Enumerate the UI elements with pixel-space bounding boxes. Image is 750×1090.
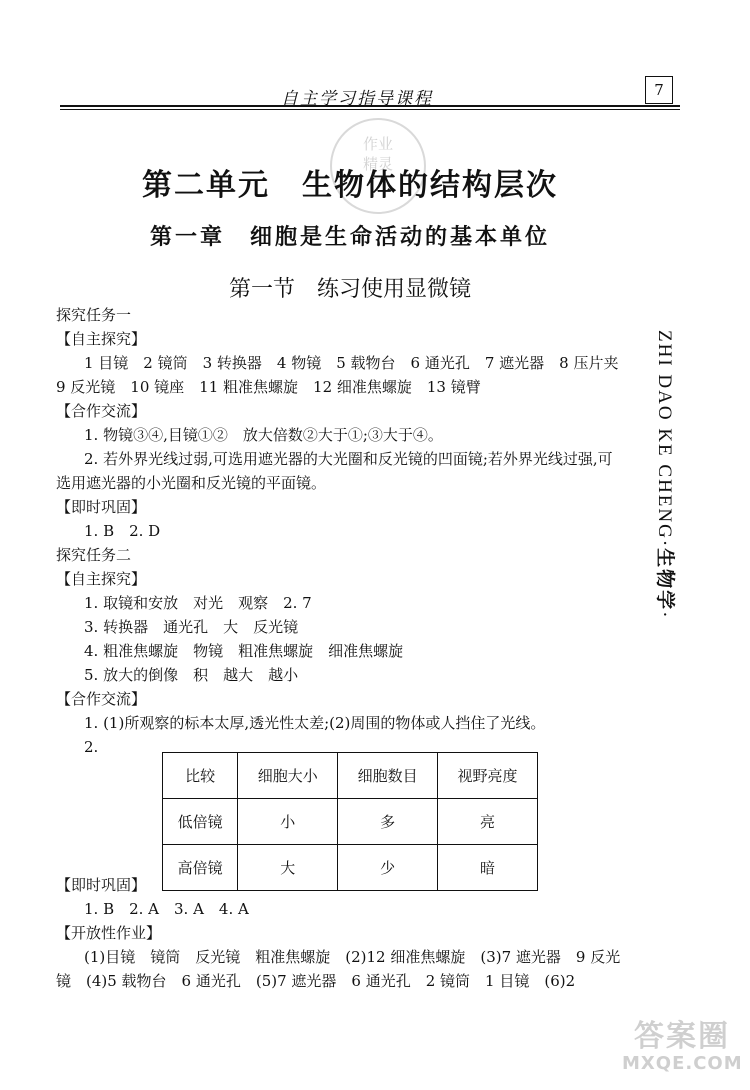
t1-self-heading: 【自主探究】 bbox=[56, 330, 147, 348]
open-hw-line2: 镜 (4)5 载物台 6 通光孔 (5)7 遮光器 6 通光孔 2 镜筒 1 目镜 (6)2 bbox=[56, 972, 576, 990]
table-row bbox=[163, 845, 538, 891]
table-header-cell: 比较 bbox=[163, 753, 238, 799]
t1-coop-line2: 2. 若外界光线过弱,可选用遮光器的大光圈和反光镜的凹面镜;若外界光线过强,可 bbox=[84, 450, 613, 468]
header-rule bbox=[60, 105, 680, 107]
t2-self-heading: 【自主探究】 bbox=[56, 570, 147, 588]
t1-cons-answers: 1. B 2. D bbox=[84, 522, 161, 540]
t2-self-line2: 3. 转换器 通光孔 大 反光镜 bbox=[84, 618, 299, 636]
open-hw-line1: (1)目镜 镜筒 反光镜 粗准焦螺旋 (2)12 细准焦螺旋 (3)7 遮光器 9 反光 bbox=[84, 948, 621, 966]
t2-coop-line1: 1. (1)所观察的标本太厚,透光性太差;(2)周围的物体或人挡住了光线。 bbox=[84, 714, 546, 732]
table-header-row bbox=[163, 753, 538, 799]
header-title: 自主学习指导课程 bbox=[281, 89, 433, 109]
table-cell: 多 bbox=[338, 799, 438, 845]
table-cell: 少 bbox=[338, 845, 438, 891]
table-header-cell: 细胞数目 bbox=[338, 753, 438, 799]
t1-self-line1: 1 目镜 2 镜筒 3 转换器 4 物镜 5 载物台 6 通光孔 7 遮光器 8 压片夹 bbox=[84, 354, 619, 372]
t2-cons-answers: 1. B 2. A 3. A 4. A bbox=[84, 900, 249, 918]
t1-self-line2: 9 反光镜 10 镜座 11 粗准焦螺旋 12 细准焦螺旋 13 镜臂 bbox=[56, 378, 481, 396]
watermark-line1: 答案圈 bbox=[634, 1019, 730, 1054]
t2-self-line3: 4. 粗准焦螺旋 物镜 粗准焦螺旋 细准焦螺旋 bbox=[84, 642, 404, 660]
t1-cons-heading: 【即时巩固】 bbox=[56, 498, 147, 516]
t1-coop-line1: 1. 物镜③④,目镜①② 放大倍数②大于①;③大于④。 bbox=[84, 426, 443, 444]
side-text-subject: 生物学 bbox=[654, 548, 675, 612]
watermark-line2: MXQE.COM bbox=[622, 1053, 743, 1074]
unit-title: 第二单元 生物体的结构层次 bbox=[142, 168, 558, 203]
site-watermark bbox=[622, 1020, 742, 1074]
side-text-roman: ZHI DAO KE CHENG bbox=[654, 330, 675, 540]
t2-coop-heading: 【合作交流】 bbox=[56, 690, 147, 708]
table-cell: 暗 bbox=[438, 845, 538, 891]
table-cell: 高倍镜 bbox=[163, 845, 238, 891]
side-margin-text bbox=[654, 330, 700, 710]
task1-heading: 探究任务一 bbox=[56, 306, 132, 324]
table-row bbox=[163, 799, 538, 845]
side-text-rotated: ZHI DAO KE CHENG·生物学· bbox=[654, 330, 675, 620]
header-rule-thin bbox=[60, 109, 680, 110]
table-cell: 亮 bbox=[438, 799, 538, 845]
t1-coop-line3: 选用遮光器的小光圈和反光镜的平面镜。 bbox=[56, 474, 327, 492]
table-header-cell: 视野亮度 bbox=[438, 753, 538, 799]
table-header-cell: 细胞大小 bbox=[238, 753, 338, 799]
stamp-line2: 精灵 bbox=[362, 155, 393, 173]
t2-self-line4: 5. 放大的倒像 积 越大 越小 bbox=[84, 666, 299, 684]
table-cell: 大 bbox=[238, 845, 338, 891]
comparison-table bbox=[162, 752, 538, 891]
section-title: 第一节 练习使用显微镜 bbox=[228, 277, 471, 302]
page-number: 7 bbox=[645, 76, 673, 104]
t2-self-line1: 1. 取镜和安放 对光 观察 2. 7 bbox=[84, 594, 312, 612]
t2-coop-line2: 2. bbox=[84, 738, 99, 756]
chapter-title: 第一章 细胞是生命活动的基本单位 bbox=[149, 224, 550, 250]
table-cell: 小 bbox=[238, 799, 338, 845]
t1-coop-heading: 【合作交流】 bbox=[56, 402, 147, 420]
open-hw-heading: 【开放性作业】 bbox=[56, 924, 162, 942]
stamp-line1: 作业 bbox=[362, 135, 393, 153]
task2-heading: 探究任务二 bbox=[56, 546, 132, 564]
t2-cons-heading: 【即时巩固】 bbox=[56, 876, 147, 894]
table-cell: 低倍镜 bbox=[163, 799, 238, 845]
